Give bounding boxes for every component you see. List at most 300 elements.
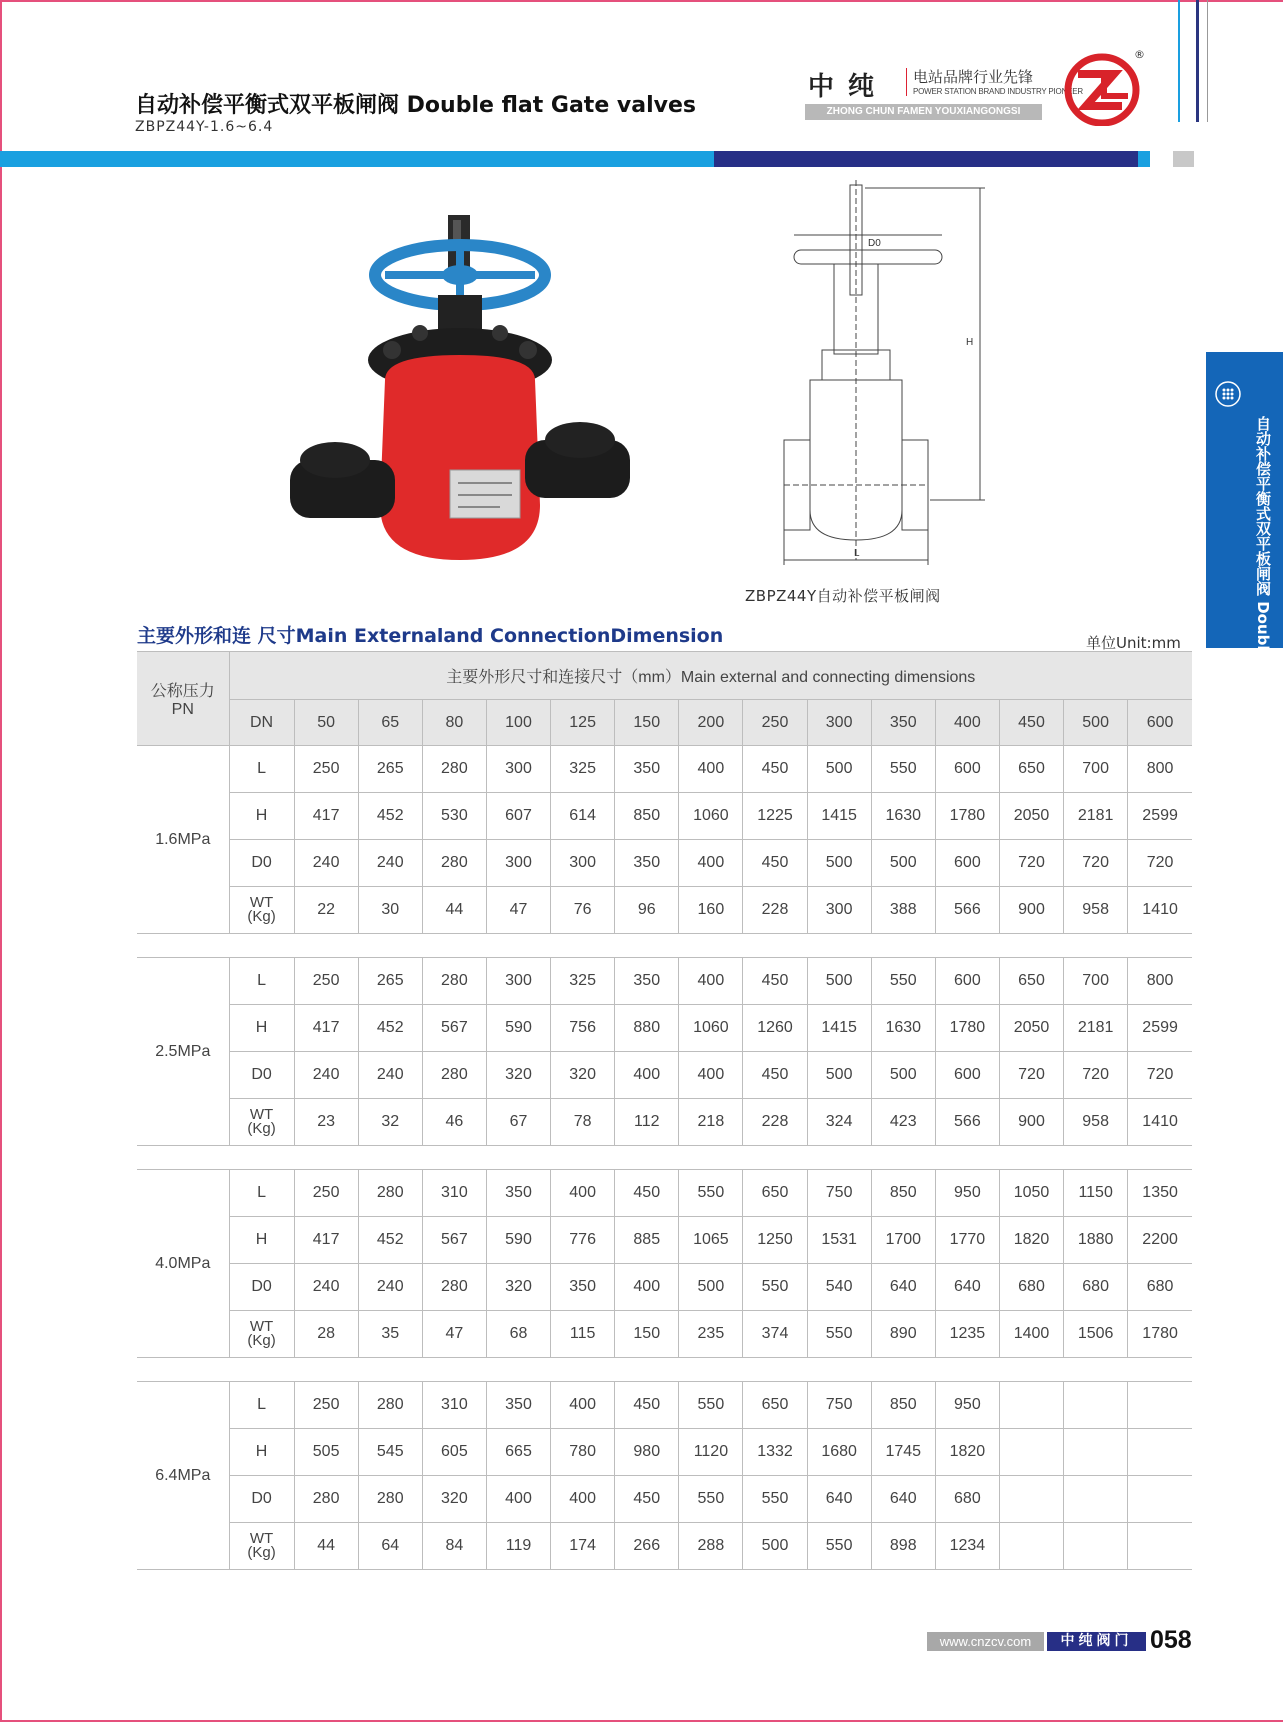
value-cell: 1780 [1128, 1311, 1192, 1358]
value-cell: 350 [615, 840, 679, 887]
value-cell: 1820 [999, 1217, 1063, 1264]
param-cell: WT (Kg) [229, 1311, 294, 1358]
value-cell: 1050 [999, 1170, 1063, 1217]
page-title: 自动补偿平衡式双平板闸阀 Double flat Gate valves [135, 93, 696, 118]
value-cell: 280 [422, 746, 486, 793]
value-cell [1128, 1476, 1192, 1523]
value-cell: 850 [615, 793, 679, 840]
dn-label: DN [229, 700, 294, 746]
value-cell: 240 [358, 1264, 422, 1311]
value-cell: 400 [679, 746, 743, 793]
table-row [137, 1523, 1192, 1570]
value-cell: 280 [422, 1052, 486, 1099]
value-cell: 640 [935, 1264, 999, 1311]
value-cell: 590 [486, 1005, 550, 1052]
side-tab-dots-icon [1214, 380, 1242, 408]
footer-brand: 中纯阀门 [1047, 1632, 1146, 1651]
value-cell: 640 [807, 1476, 871, 1523]
value-cell: 228 [743, 1099, 807, 1146]
gate-valve-photo [290, 215, 630, 565]
dn-value: 80 [422, 700, 486, 746]
drawing-label-h: H [966, 337, 974, 348]
header-band-grey [1173, 151, 1194, 167]
value-cell: 64 [358, 1523, 422, 1570]
table-row [137, 958, 1192, 1005]
value-cell: 550 [807, 1523, 871, 1570]
value-cell: 680 [1128, 1264, 1192, 1311]
param-cell: D0 [229, 1052, 294, 1099]
value-cell: 400 [551, 1476, 615, 1523]
pn-header: 公称压力 PN [137, 652, 229, 746]
value-cell [1064, 1382, 1128, 1429]
value-cell: 640 [871, 1476, 935, 1523]
value-cell: 756 [551, 1005, 615, 1052]
value-cell: 400 [551, 1170, 615, 1217]
drawing-label-d0: D0 [868, 238, 881, 249]
table-row [137, 1217, 1192, 1264]
value-cell: 325 [551, 958, 615, 1005]
value-cell: 1060 [679, 793, 743, 840]
value-cell: 265 [358, 746, 422, 793]
section-heading: 主要外形和连 尺寸Main Externaland ConnectionDimension [137, 625, 724, 647]
value-cell: 1400 [999, 1311, 1063, 1358]
value-cell [1064, 1523, 1128, 1570]
value-cell: 566 [935, 887, 999, 934]
value-cell: 67 [486, 1099, 550, 1146]
value-cell: 500 [807, 958, 871, 1005]
side-tab-label: 自动补偿平衡式双平板闸阀 Double flat Gate valves [1254, 416, 1272, 799]
value-cell: 265 [358, 958, 422, 1005]
value-cell: 800 [1128, 746, 1192, 793]
value-cell: 1410 [1128, 1099, 1192, 1146]
value-cell: 35 [358, 1311, 422, 1358]
table-row [137, 887, 1192, 934]
value-cell: 350 [615, 746, 679, 793]
param-cell: L [229, 1382, 294, 1429]
param-cell: H [229, 1217, 294, 1264]
value-cell: 1415 [807, 793, 871, 840]
value-cell: 320 [486, 1052, 550, 1099]
value-cell: 776 [551, 1217, 615, 1264]
value-cell: 614 [551, 793, 615, 840]
value-cell: 240 [358, 1052, 422, 1099]
param-cell: H [229, 1005, 294, 1052]
dn-value: 65 [358, 700, 422, 746]
value-cell: 1350 [1128, 1170, 1192, 1217]
value-cell: 47 [486, 887, 550, 934]
param-cell: D0 [229, 1476, 294, 1523]
value-cell: 1780 [935, 1005, 999, 1052]
value-cell: 22 [294, 887, 358, 934]
value-cell: 898 [871, 1523, 935, 1570]
table-header-row [137, 652, 1192, 700]
dn-value: 500 [1064, 700, 1128, 746]
value-cell: 452 [358, 793, 422, 840]
dn-value: 400 [935, 700, 999, 746]
value-cell: 720 [999, 840, 1063, 887]
pn-cell: 1.6MPa [137, 746, 229, 934]
value-cell: 1770 [935, 1217, 999, 1264]
value-cell: 500 [807, 840, 871, 887]
value-cell: 550 [679, 1382, 743, 1429]
value-cell: 350 [551, 1264, 615, 1311]
value-cell: 2181 [1064, 793, 1128, 840]
table-row [137, 1476, 1192, 1523]
value-cell [999, 1476, 1063, 1523]
value-cell: 530 [422, 793, 486, 840]
dn-value: 300 [807, 700, 871, 746]
value-cell: 550 [871, 746, 935, 793]
dn-value: 250 [743, 700, 807, 746]
value-cell [1128, 1382, 1192, 1429]
param-cell: H [229, 793, 294, 840]
value-cell: 1065 [679, 1217, 743, 1264]
value-cell: 119 [486, 1523, 550, 1570]
value-cell: 240 [294, 1264, 358, 1311]
value-cell [999, 1523, 1063, 1570]
value-cell: 400 [679, 958, 743, 1005]
value-cell: 450 [615, 1170, 679, 1217]
value-cell: 950 [935, 1170, 999, 1217]
value-cell: 160 [679, 887, 743, 934]
value-cell: 374 [743, 1311, 807, 1358]
value-cell: 567 [422, 1217, 486, 1264]
value-cell: 1880 [1064, 1217, 1128, 1264]
param-cell: WT (Kg) [229, 1099, 294, 1146]
value-cell: 78 [551, 1099, 615, 1146]
value-cell: 320 [422, 1476, 486, 1523]
value-cell: 1260 [743, 1005, 807, 1052]
value-cell: 228 [743, 887, 807, 934]
value-cell: 600 [935, 958, 999, 1005]
value-cell: 240 [294, 1052, 358, 1099]
value-cell: 450 [743, 746, 807, 793]
value-cell: 450 [743, 1052, 807, 1099]
value-cell: 423 [871, 1099, 935, 1146]
value-cell: 250 [294, 746, 358, 793]
value-cell: 280 [358, 1170, 422, 1217]
param-cell: L [229, 746, 294, 793]
value-cell: 324 [807, 1099, 871, 1146]
dimension-table [137, 651, 1192, 1570]
value-cell: 605 [422, 1429, 486, 1476]
group-separator [137, 934, 1192, 958]
value-cell: 550 [679, 1170, 743, 1217]
value-cell: 720 [1128, 840, 1192, 887]
value-cell: 2599 [1128, 1005, 1192, 1052]
value-cell: 388 [871, 887, 935, 934]
value-cell: 540 [807, 1264, 871, 1311]
value-cell: 980 [615, 1429, 679, 1476]
value-cell: 700 [1064, 746, 1128, 793]
value-cell: 1630 [871, 1005, 935, 1052]
value-cell: 300 [486, 958, 550, 1005]
dn-header-row [137, 700, 1192, 746]
decor-line-blue [1178, 0, 1180, 122]
value-cell: 640 [871, 1264, 935, 1311]
page-frame-left [0, 0, 2, 1722]
table-row [137, 1170, 1192, 1217]
value-cell: 350 [615, 958, 679, 1005]
value-cell: 600 [935, 1052, 999, 1099]
pn-cell: 2.5MPa [137, 958, 229, 1146]
value-cell: 280 [422, 1264, 486, 1311]
value-cell: 500 [743, 1523, 807, 1570]
page-number: 058 [1150, 1626, 1192, 1654]
value-cell: 1332 [743, 1429, 807, 1476]
drawing-caption: ZBPZ44Y自动补偿平板闸阀 [745, 587, 941, 605]
value-cell: 310 [422, 1382, 486, 1429]
value-cell [1128, 1429, 1192, 1476]
value-cell: 250 [294, 1170, 358, 1217]
value-cell [1128, 1523, 1192, 1570]
value-cell: 250 [294, 1382, 358, 1429]
table-row [137, 1382, 1192, 1429]
value-cell: 47 [422, 1311, 486, 1358]
value-cell: 1780 [935, 793, 999, 840]
value-cell: 400 [615, 1052, 679, 1099]
value-cell: 665 [486, 1429, 550, 1476]
value-cell [999, 1429, 1063, 1476]
group-separator [137, 1358, 1192, 1382]
param-cell: D0 [229, 840, 294, 887]
value-cell: 280 [358, 1476, 422, 1523]
value-cell: 850 [871, 1170, 935, 1217]
value-cell: 850 [871, 1382, 935, 1429]
pn-cell: 6.4MPa [137, 1382, 229, 1570]
table-row [137, 840, 1192, 887]
value-cell: 320 [551, 1052, 615, 1099]
value-cell: 567 [422, 1005, 486, 1052]
footer-url: www.cnzcv.com [927, 1632, 1044, 1651]
value-cell: 550 [743, 1476, 807, 1523]
value-cell: 885 [615, 1217, 679, 1264]
model-number: ZBPZ44Y-1.6~6.4 [135, 119, 274, 135]
value-cell: 28 [294, 1311, 358, 1358]
value-cell: 350 [486, 1170, 550, 1217]
value-cell: 1225 [743, 793, 807, 840]
value-cell: 505 [294, 1429, 358, 1476]
value-cell: 800 [1128, 958, 1192, 1005]
value-cell: 44 [422, 887, 486, 934]
value-cell: 30 [358, 887, 422, 934]
value-cell: 1415 [807, 1005, 871, 1052]
group-separator-cell [137, 934, 1192, 958]
value-cell: 2181 [1064, 1005, 1128, 1052]
table-row [137, 1264, 1192, 1311]
value-cell: 2050 [999, 793, 1063, 840]
value-cell: 2599 [1128, 793, 1192, 840]
param-cell: WT (Kg) [229, 1523, 294, 1570]
drawing-label-l: L [854, 548, 860, 559]
value-cell: 1506 [1064, 1311, 1128, 1358]
value-cell: 607 [486, 793, 550, 840]
value-cell: 250 [294, 958, 358, 1005]
brand-name-en: ZHONG CHUN FAMEN YOUXIANGONGSI [805, 104, 1042, 120]
value-cell: 400 [551, 1382, 615, 1429]
value-cell: 417 [294, 793, 358, 840]
gate-valve-technical-drawing [770, 180, 1010, 580]
value-cell: 280 [358, 1382, 422, 1429]
dn-value: 200 [679, 700, 743, 746]
table-row [137, 1005, 1192, 1052]
value-cell: 1630 [871, 793, 935, 840]
registered-mark: ® [1134, 48, 1145, 61]
value-cell: 84 [422, 1523, 486, 1570]
value-cell [999, 1382, 1063, 1429]
value-cell: 452 [358, 1217, 422, 1264]
value-cell: 450 [615, 1382, 679, 1429]
value-cell: 900 [999, 1099, 1063, 1146]
value-cell: 266 [615, 1523, 679, 1570]
value-cell: 450 [615, 1476, 679, 1523]
value-cell: 400 [679, 1052, 743, 1099]
brand-divider [906, 68, 907, 96]
dn-value: 50 [294, 700, 358, 746]
value-cell: 1250 [743, 1217, 807, 1264]
value-cell: 720 [1064, 1052, 1128, 1099]
value-cell: 300 [486, 840, 550, 887]
value-cell: 350 [486, 1382, 550, 1429]
pn-cell: 4.0MPa [137, 1170, 229, 1358]
value-cell: 235 [679, 1311, 743, 1358]
value-cell: 288 [679, 1523, 743, 1570]
value-cell: 600 [935, 746, 999, 793]
group-separator [137, 1146, 1192, 1170]
value-cell: 680 [935, 1476, 999, 1523]
value-cell: 720 [1064, 840, 1128, 887]
value-cell: 1150 [1064, 1170, 1128, 1217]
dn-value: 125 [551, 700, 615, 746]
value-cell: 1680 [807, 1429, 871, 1476]
value-cell: 500 [807, 1052, 871, 1099]
value-cell: 1531 [807, 1217, 871, 1264]
value-cell: 566 [935, 1099, 999, 1146]
value-cell: 23 [294, 1099, 358, 1146]
header-band-blue [0, 151, 714, 167]
value-cell: 900 [999, 887, 1063, 934]
value-cell: 550 [807, 1311, 871, 1358]
param-cell: L [229, 1170, 294, 1217]
group-separator-cell [137, 1358, 1192, 1382]
decor-line-grey [1207, 0, 1208, 122]
value-cell: 417 [294, 1217, 358, 1264]
dn-value: 150 [615, 700, 679, 746]
table-row [137, 1311, 1192, 1358]
value-cell: 650 [743, 1382, 807, 1429]
value-cell: 2050 [999, 1005, 1063, 1052]
value-cell: 46 [422, 1099, 486, 1146]
value-cell: 550 [871, 958, 935, 1005]
unit-label: 单位Unit:mm [1086, 634, 1181, 652]
value-cell: 450 [743, 840, 807, 887]
value-cell: 1700 [871, 1217, 935, 1264]
value-cell: 500 [679, 1264, 743, 1311]
value-cell: 325 [551, 746, 615, 793]
table-row [137, 1052, 1192, 1099]
value-cell: 280 [294, 1476, 358, 1523]
value-cell: 2200 [1128, 1217, 1192, 1264]
value-cell: 720 [1128, 1052, 1192, 1099]
value-cell: 700 [1064, 958, 1128, 1005]
value-cell: 417 [294, 1005, 358, 1052]
value-cell: 750 [807, 1170, 871, 1217]
value-cell: 218 [679, 1099, 743, 1146]
table-row [137, 793, 1192, 840]
table-row [137, 746, 1192, 793]
value-cell: 300 [807, 887, 871, 934]
value-cell: 300 [551, 840, 615, 887]
value-cell: 958 [1064, 887, 1128, 934]
value-cell [1064, 1476, 1128, 1523]
value-cell: 280 [422, 958, 486, 1005]
value-cell: 300 [486, 746, 550, 793]
value-cell: 320 [486, 1264, 550, 1311]
value-cell: 590 [486, 1217, 550, 1264]
value-cell: 880 [615, 1005, 679, 1052]
value-cell: 115 [551, 1311, 615, 1358]
decor-line-navy [1196, 0, 1199, 122]
value-cell: 680 [1064, 1264, 1128, 1311]
value-cell: 240 [294, 840, 358, 887]
value-cell: 500 [871, 840, 935, 887]
value-cell [1064, 1429, 1128, 1476]
value-cell: 1410 [1128, 887, 1192, 934]
value-cell: 452 [358, 1005, 422, 1052]
param-cell: D0 [229, 1264, 294, 1311]
value-cell: 545 [358, 1429, 422, 1476]
dn-value: 600 [1128, 700, 1192, 746]
value-cell: 680 [999, 1264, 1063, 1311]
table-row [137, 1429, 1192, 1476]
dn-value: 450 [999, 700, 1063, 746]
brand-name-cn: 中纯 [808, 72, 889, 102]
param-cell: L [229, 958, 294, 1005]
value-cell: 174 [551, 1523, 615, 1570]
header-band-end [1138, 151, 1150, 167]
param-cell: WT (Kg) [229, 887, 294, 934]
value-cell: 780 [551, 1429, 615, 1476]
value-cell: 400 [486, 1476, 550, 1523]
group-separator-cell [137, 1146, 1192, 1170]
value-cell: 550 [743, 1264, 807, 1311]
value-cell: 450 [743, 958, 807, 1005]
value-cell: 280 [422, 840, 486, 887]
value-cell: 112 [615, 1099, 679, 1146]
value-cell: 890 [871, 1311, 935, 1358]
value-cell: 750 [807, 1382, 871, 1429]
dn-value: 350 [871, 700, 935, 746]
value-cell: 32 [358, 1099, 422, 1146]
value-cell: 720 [999, 1052, 1063, 1099]
value-cell: 1060 [679, 1005, 743, 1052]
zc-logo-icon [1064, 50, 1140, 126]
value-cell: 950 [935, 1382, 999, 1429]
value-cell: 1745 [871, 1429, 935, 1476]
page-frame-top [0, 0, 1283, 2]
value-cell: 550 [679, 1476, 743, 1523]
value-cell: 1234 [935, 1523, 999, 1570]
value-cell: 500 [871, 1052, 935, 1099]
value-cell: 500 [807, 746, 871, 793]
value-cell: 400 [679, 840, 743, 887]
header-band-navy [714, 151, 1138, 167]
value-cell: 958 [1064, 1099, 1128, 1146]
param-cell: H [229, 1429, 294, 1476]
value-cell: 1820 [935, 1429, 999, 1476]
value-cell: 1120 [679, 1429, 743, 1476]
brand-slogan-cn: 电站品牌行业先锋 [913, 68, 1034, 86]
